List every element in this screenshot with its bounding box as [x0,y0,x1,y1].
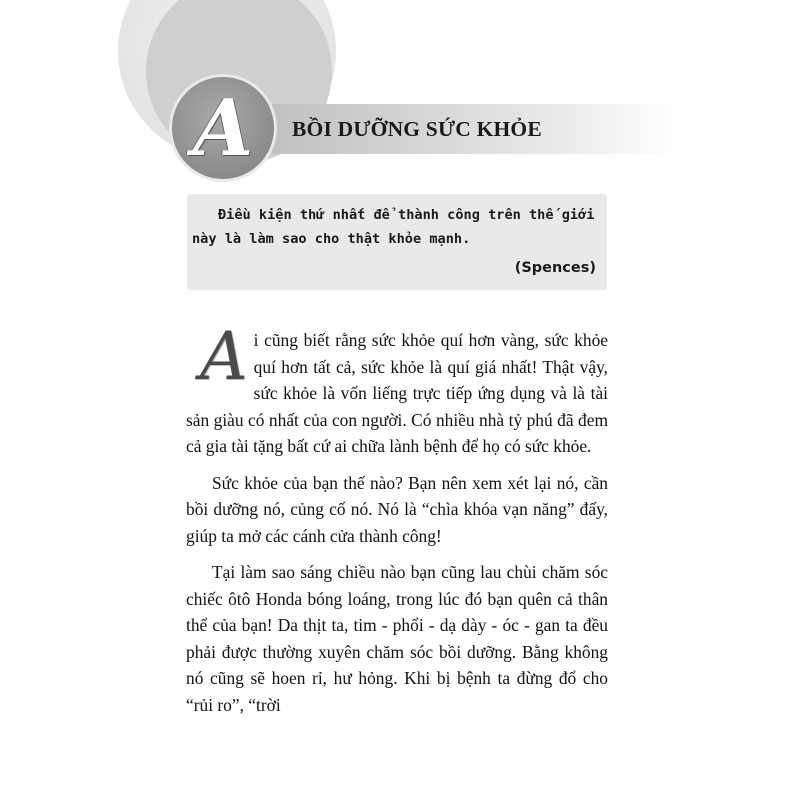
paragraph-1 [186,318,608,460]
chapter-letter: A [192,82,254,174]
paragraph-1-text: i cũng biết rằng sức khỏe quí hơn vàng, sức khỏe quí hơn tất cả, sức khỏe là quí giá nhất! Thật vậy, sức khỏe là vốn liếng trực tiếp ứng dụng và là tài sản giàu có nhất của con người. Có nhiều nhà tỷ phú đã đem cả gia tài tặng bất cứ ai chữa lành bệnh để họ có sức khỏe. [186,330,608,456]
body-text [186,318,608,728]
paragraph-2: Sức khỏe của bạn thế nào? Bạn nên xem xét lại nó, cần bồi dưỡng nó, củng cố nó. Nó là “chìa khóa vạn năng” đấy, giúp ta mở các cánh cửa thành công! [186,472,608,546]
chapter-title: BỒI DƯỠNG SỨC KHỎE [292,116,542,141]
quote-text: Điều kiện thứ nhất để thành công trên thế giới này là làm sao cho thật khỏe mạnh. [192,207,595,247]
paragraph-3: Tại làm sao sáng chiều nào bạn cũng lau chùi chăm sóc chiếc ôtô Honda bóng loáng, trong lúc đó bạn quên cả thân thể của bạn! Da thịt ta, tim - phổi - dạ dày - óc - gan ta đều phải được thường xuyên chăm sóc bồi dưỡng. Bằng không nó cũng sẽ hoen rỉ, hư hỏng. Khi bị bệnh ta đừng đổ cho “rủi ro”, “trời [186,562,608,715]
drop-cap: A [200,318,248,395]
quote-author: (Spences) [514,260,596,276]
